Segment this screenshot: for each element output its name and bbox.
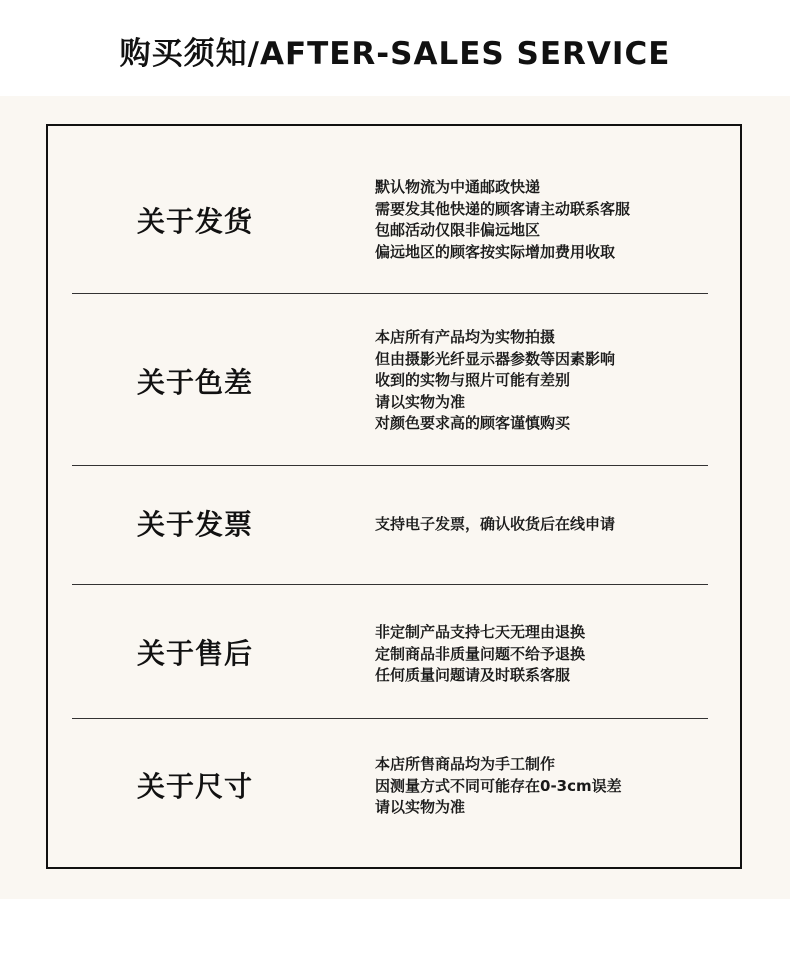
section-lines-invoice: [375, 514, 615, 536]
section-line: 默认物流为中通邮政快递: [375, 178, 541, 196]
section-line: 偏远地区的顾客按实际增加费用收取: [375, 242, 616, 261]
section-title-after-sales: 关于售后: [137, 637, 254, 670]
page-title: 购买须知/AFTER-SALES SERVICE: [119, 36, 671, 72]
section-line: 本店所有产品均为实物拍摄: [375, 328, 556, 346]
section-title-color: 关于色差: [137, 366, 254, 399]
section-line: 请以实物为准: [375, 392, 466, 411]
notice-frame: [46, 124, 742, 869]
section-line: 因测量方式不同可能存在0-3cm误差: [375, 776, 622, 795]
section-lines-after-sales: [375, 622, 585, 687]
header: [0, 0, 790, 96]
section-lines-size: [375, 754, 622, 819]
section-lines-shipping: [375, 177, 630, 263]
section-line: 包邮活动仅限非偏远地区: [375, 221, 541, 240]
section-line: 请以实物为准: [375, 798, 466, 817]
section-line: 收到的实物与照片可能有差别: [375, 371, 571, 390]
section-divider: [72, 718, 708, 719]
section-line: 支持电子发票，确认收货后在线申请: [375, 515, 616, 533]
section-divider: [72, 293, 708, 294]
section-line: 但由摄影光纤显示器参数等因素影响: [375, 349, 616, 368]
section-line: 对颜色要求高的顾客谨慎购买: [375, 414, 571, 433]
section-line: 任何质量问题请及时联系客服: [375, 666, 571, 685]
section-line: 需要发其他快递的顾客请主动联系客服: [375, 199, 631, 218]
section-title-invoice: 关于发票: [137, 508, 254, 541]
section-divider: [72, 584, 708, 585]
notice-panel: [0, 96, 790, 899]
section-lines-color: [375, 327, 615, 435]
section-title-shipping: 关于发货: [137, 205, 254, 238]
section-line: 定制商品非质量问题不给予退换: [375, 644, 586, 663]
section-line: 本店所售商品均为手工制作: [375, 755, 556, 773]
section-divider: [72, 465, 708, 466]
section-title-size: 关于尺寸: [137, 770, 254, 803]
footer-band: [0, 899, 790, 962]
section-line: 非定制产品支持七天无理由退换: [375, 623, 586, 641]
